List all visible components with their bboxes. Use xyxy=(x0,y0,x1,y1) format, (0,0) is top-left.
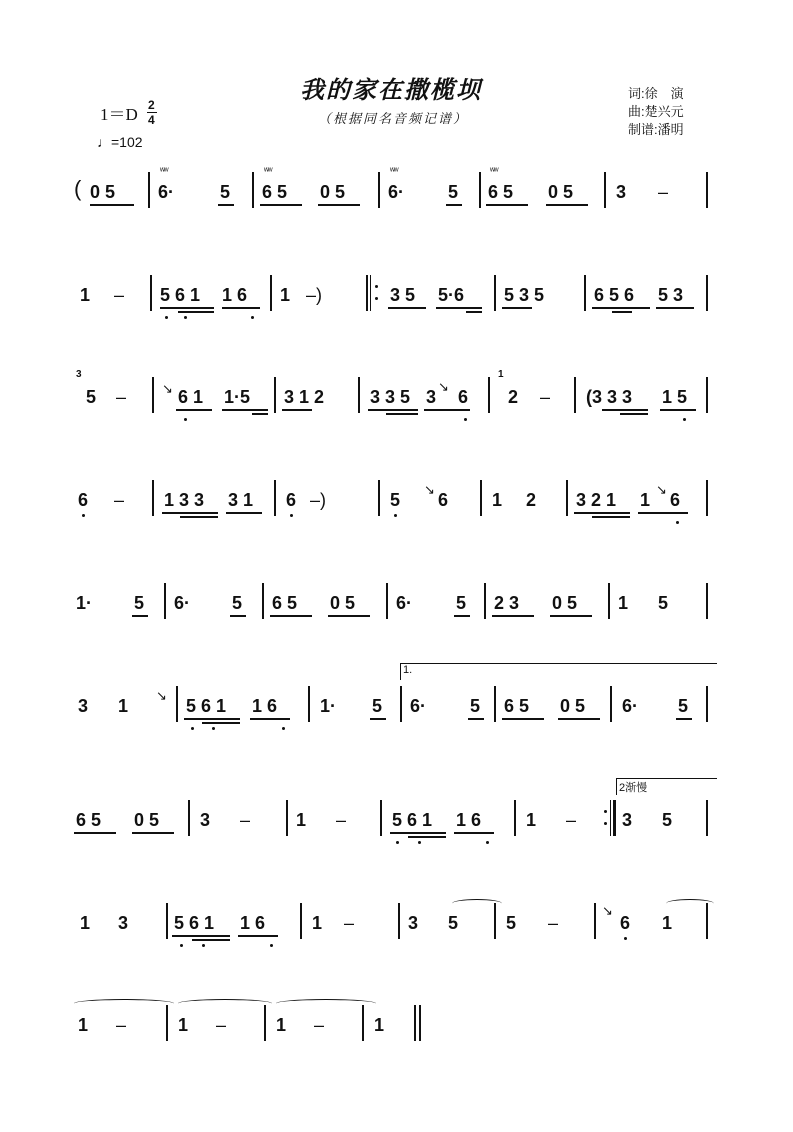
underline xyxy=(388,307,426,309)
underline xyxy=(176,409,212,411)
barline xyxy=(164,583,166,619)
low-octave-dot xyxy=(290,514,293,517)
barline xyxy=(274,480,276,516)
low-octave-dot xyxy=(676,521,679,524)
underline xyxy=(612,311,632,313)
underline xyxy=(558,718,600,720)
repeat-dot xyxy=(375,285,378,288)
note: 2 xyxy=(526,490,537,510)
note: –) xyxy=(310,490,327,510)
note: 1 6 xyxy=(456,810,482,830)
note: – xyxy=(314,1015,325,1035)
note: 5 xyxy=(470,696,481,716)
note: 3 xyxy=(622,810,633,830)
note: 5·6 xyxy=(438,285,465,305)
note: 6 5 6 xyxy=(594,285,635,305)
mordent: ʷʷ xyxy=(160,166,168,177)
note: 1 xyxy=(80,913,91,933)
note: 6· xyxy=(410,696,427,716)
glide-mark: ↘ xyxy=(424,482,435,497)
note: 6 5 xyxy=(76,810,102,830)
note: 6· xyxy=(174,593,191,613)
note: 5 xyxy=(456,593,467,613)
note: 6 5 xyxy=(488,182,514,202)
note: 1 xyxy=(312,913,323,933)
note: 6· xyxy=(396,593,413,613)
barline xyxy=(494,275,496,311)
underline xyxy=(656,307,694,309)
note: 1· xyxy=(76,593,93,613)
barline xyxy=(270,275,272,311)
low-octave-dot xyxy=(191,727,194,730)
note: – xyxy=(658,182,669,202)
note: 1·5 xyxy=(224,387,251,407)
underline xyxy=(638,512,688,514)
underline xyxy=(222,409,268,411)
underline xyxy=(180,516,218,518)
low-octave-dot xyxy=(282,727,285,730)
underline xyxy=(202,722,240,724)
tempo-marking: ♩=102 xyxy=(97,134,143,150)
barline xyxy=(594,903,596,939)
note: 6 xyxy=(286,490,297,510)
barline xyxy=(610,686,612,722)
note: 3 xyxy=(426,387,437,407)
note: 1 3 3 xyxy=(164,490,205,510)
note: – xyxy=(336,810,347,830)
mordent: ʷʷ xyxy=(390,166,398,177)
note: 1 xyxy=(80,285,91,305)
note: 3 2 1 xyxy=(576,490,617,510)
score-row-9 xyxy=(74,1015,714,1075)
note: 5 xyxy=(678,696,689,716)
note: 1 xyxy=(618,593,629,613)
note: 1 xyxy=(276,1015,287,1035)
barline xyxy=(252,172,254,208)
underline xyxy=(238,935,278,937)
note: – xyxy=(240,810,251,830)
volta-2: 2渐慢 xyxy=(616,778,717,795)
barline xyxy=(706,686,708,722)
note: 1 xyxy=(662,913,673,933)
barline xyxy=(300,903,302,939)
score-row-6 xyxy=(74,688,714,756)
note: –) xyxy=(306,285,323,305)
barline xyxy=(604,172,606,208)
grace-note: 1 xyxy=(498,369,504,380)
note: 5 xyxy=(390,490,401,510)
note: 1 xyxy=(118,696,129,716)
note: 1 5 xyxy=(662,387,688,407)
mordent: ʷʷ xyxy=(264,166,272,177)
note: 5 xyxy=(662,810,673,830)
barline xyxy=(286,800,288,836)
score-row-2 xyxy=(74,285,714,345)
subtitle: （根据同名音频记谱） xyxy=(318,112,469,127)
repeat-end-barline xyxy=(613,800,616,836)
note: 0 5 xyxy=(552,593,578,613)
underline xyxy=(192,939,230,941)
underline xyxy=(260,204,302,206)
glide-mark: ↘ xyxy=(602,903,613,918)
underline xyxy=(454,832,494,834)
low-octave-dot xyxy=(464,418,467,421)
underline xyxy=(468,718,484,720)
barline xyxy=(380,800,382,836)
barline xyxy=(494,686,496,722)
underline xyxy=(592,516,630,518)
note: 5 xyxy=(86,387,97,407)
score-row-1 xyxy=(74,166,714,242)
note: 6· xyxy=(158,182,175,202)
note: 6 xyxy=(670,490,681,510)
mordent: ʷʷ xyxy=(490,166,498,177)
underline xyxy=(486,204,528,206)
note: 1 xyxy=(178,1015,189,1035)
note: 0 5 xyxy=(134,810,160,830)
underline xyxy=(74,832,116,834)
barline xyxy=(148,172,150,208)
barline xyxy=(706,583,708,619)
underline xyxy=(222,307,260,309)
barline xyxy=(480,480,482,516)
note: 6 xyxy=(620,913,631,933)
repeat-dot xyxy=(604,822,607,825)
repeat-start-barline xyxy=(366,275,368,311)
underline xyxy=(226,512,262,514)
page-title: 我的家在撒榄坝 xyxy=(300,75,482,104)
underline xyxy=(132,832,174,834)
note: (3 3 3 xyxy=(586,387,633,407)
note: 0 5 xyxy=(560,696,586,716)
underline xyxy=(492,615,534,617)
barline xyxy=(176,686,178,722)
low-octave-dot xyxy=(184,316,187,319)
barline xyxy=(574,377,576,413)
note: 1 xyxy=(78,1015,89,1035)
barline xyxy=(706,800,708,836)
note: 5 xyxy=(506,913,517,933)
note: 1 xyxy=(640,490,651,510)
volta-1: 1. xyxy=(400,663,717,680)
underline xyxy=(466,311,482,313)
barline xyxy=(706,903,708,939)
note: – xyxy=(114,285,125,305)
note: 1 xyxy=(526,810,537,830)
note: 3 3 5 xyxy=(370,387,411,407)
transcriber-credit: 制谱:潘明 xyxy=(628,122,684,137)
note: 1 xyxy=(374,1015,385,1035)
note: 3 1 xyxy=(228,490,254,510)
underline xyxy=(574,512,630,514)
underline xyxy=(184,718,240,720)
note: 5 6 1 xyxy=(186,696,227,716)
barline xyxy=(262,583,264,619)
barline xyxy=(152,377,154,413)
glide-mark: ↘ xyxy=(156,688,167,703)
lyricist-credit: 词:徐 演 xyxy=(628,86,684,101)
barline xyxy=(514,800,516,836)
underline xyxy=(270,615,312,617)
underline xyxy=(218,204,234,206)
note: – xyxy=(116,387,127,407)
note: 5 xyxy=(372,696,383,716)
underline xyxy=(162,512,218,514)
underline xyxy=(546,204,588,206)
underline xyxy=(454,615,470,617)
barline xyxy=(378,172,380,208)
underline xyxy=(620,413,648,415)
underline xyxy=(178,311,214,313)
barline xyxy=(398,903,400,939)
barline xyxy=(362,1005,364,1041)
low-octave-dot xyxy=(624,937,627,940)
underline xyxy=(160,307,214,309)
note: 1 6 xyxy=(240,913,266,933)
note: 6 xyxy=(78,490,89,510)
note: 6· xyxy=(622,696,639,716)
note: – xyxy=(566,810,577,830)
score-row-5 xyxy=(74,593,714,653)
glide-mark: ↘ xyxy=(438,379,449,394)
barline xyxy=(706,377,708,413)
note: – xyxy=(548,913,559,933)
underline xyxy=(132,615,148,617)
barline xyxy=(264,1005,266,1041)
note: 5 6 1 xyxy=(174,913,215,933)
note: – xyxy=(216,1015,227,1035)
barline xyxy=(706,275,708,311)
note: 1· xyxy=(320,696,337,716)
note: 0 5 xyxy=(548,182,574,202)
low-octave-dot xyxy=(82,514,85,517)
note: 5 3 xyxy=(658,285,684,305)
underline xyxy=(328,615,370,617)
low-octave-dot xyxy=(212,727,215,730)
note: 2 xyxy=(508,387,519,407)
low-octave-dot xyxy=(251,316,254,319)
note: 0 5 xyxy=(330,593,356,613)
note: 6 5 xyxy=(272,593,298,613)
score-row-8 xyxy=(74,903,714,973)
note: 1 6 xyxy=(252,696,278,716)
barline xyxy=(308,686,310,722)
underline xyxy=(282,409,312,411)
underline xyxy=(318,204,360,206)
barline xyxy=(166,903,168,939)
low-octave-dot xyxy=(270,944,273,947)
underline xyxy=(660,409,696,411)
barline xyxy=(706,172,708,208)
note: 1 xyxy=(296,810,307,830)
note: – xyxy=(116,1015,127,1035)
low-octave-dot xyxy=(396,841,399,844)
repeat-dot xyxy=(375,297,378,300)
note: 3 1 2 xyxy=(284,387,325,407)
note: 0 5 xyxy=(90,182,116,202)
note: 6 1 xyxy=(178,387,204,407)
low-octave-dot xyxy=(165,316,168,319)
note: 3 xyxy=(118,913,129,933)
underline xyxy=(676,718,692,720)
barline xyxy=(479,172,481,208)
score-row-4 xyxy=(74,482,714,550)
note: 3 5 xyxy=(390,285,416,305)
grace-note: 3 xyxy=(76,369,82,380)
note: 1 xyxy=(280,285,291,305)
underline xyxy=(436,307,482,309)
barline xyxy=(386,583,388,619)
barline xyxy=(494,903,496,939)
underline xyxy=(390,832,446,834)
note: 1 6 xyxy=(222,285,248,305)
note: 5 6 1 xyxy=(392,810,433,830)
underline xyxy=(502,307,532,309)
note: 5 xyxy=(232,593,243,613)
barline xyxy=(358,377,360,413)
note: – xyxy=(540,387,551,407)
note: – xyxy=(114,490,125,510)
score-row-3 xyxy=(74,369,714,447)
underline xyxy=(408,836,446,838)
barline xyxy=(608,583,610,619)
barline xyxy=(150,275,152,311)
repeat-dot xyxy=(604,810,607,813)
barline xyxy=(706,480,708,516)
note: 2 3 xyxy=(494,593,520,613)
low-octave-dot xyxy=(394,514,397,517)
underline xyxy=(424,409,470,411)
underline xyxy=(252,413,268,415)
low-octave-dot xyxy=(184,418,187,421)
underline xyxy=(550,615,592,617)
note: 6 xyxy=(438,490,449,510)
underline xyxy=(592,307,650,309)
note: 3 xyxy=(408,913,419,933)
note: 5 xyxy=(448,182,459,202)
note: 5 xyxy=(448,913,459,933)
low-octave-dot xyxy=(180,944,183,947)
low-octave-dot xyxy=(418,841,421,844)
glide-mark: ↘ xyxy=(656,482,667,497)
note: – xyxy=(344,913,355,933)
barline xyxy=(566,480,568,516)
key-signature: 1＝D xyxy=(100,105,138,124)
barline xyxy=(152,480,154,516)
low-octave-dot xyxy=(486,841,489,844)
barline xyxy=(188,800,190,836)
note: 6 5 xyxy=(262,182,288,202)
underline xyxy=(250,718,290,720)
underline xyxy=(446,204,462,206)
tie xyxy=(74,999,174,1008)
barline xyxy=(484,583,486,619)
note: 5 xyxy=(220,182,231,202)
underline xyxy=(172,935,230,937)
score-row-7 xyxy=(74,810,714,870)
composer-credit: 曲:楚兴元 xyxy=(628,104,684,119)
barline xyxy=(274,377,276,413)
underline xyxy=(90,204,134,206)
final-barline xyxy=(414,1005,416,1041)
note: 3 xyxy=(200,810,211,830)
tie xyxy=(178,999,272,1008)
glide-mark: ↘ xyxy=(162,381,173,396)
tie xyxy=(276,999,376,1008)
note: 6· xyxy=(388,182,405,202)
note: 3 xyxy=(78,696,89,716)
note: 1 xyxy=(492,490,503,510)
barline xyxy=(488,377,490,413)
underline xyxy=(370,718,386,720)
underline xyxy=(230,615,246,617)
underline xyxy=(368,409,418,411)
note: 6 xyxy=(458,387,469,407)
barline xyxy=(584,275,586,311)
time-signature-bottom: 4 xyxy=(148,113,155,127)
final-barline xyxy=(419,1005,421,1041)
note: 5 3 5 xyxy=(504,285,545,305)
underline xyxy=(602,409,648,411)
low-octave-dot xyxy=(683,418,686,421)
low-octave-dot xyxy=(202,944,205,947)
note: 5 xyxy=(134,593,145,613)
time-signature-top: 2 xyxy=(148,98,155,112)
barline xyxy=(378,480,380,516)
note: 0 5 xyxy=(320,182,346,202)
note: 5 6 1 xyxy=(160,285,201,305)
barline xyxy=(166,1005,168,1041)
note: 6 5 xyxy=(504,696,530,716)
note: 3 xyxy=(616,182,627,202)
barline xyxy=(400,686,402,722)
note: ( xyxy=(74,176,82,201)
repeat-start-barline xyxy=(370,275,371,311)
repeat-end-barline xyxy=(610,800,611,836)
underline xyxy=(502,718,544,720)
note: 5 xyxy=(658,593,669,613)
underline xyxy=(386,413,418,415)
